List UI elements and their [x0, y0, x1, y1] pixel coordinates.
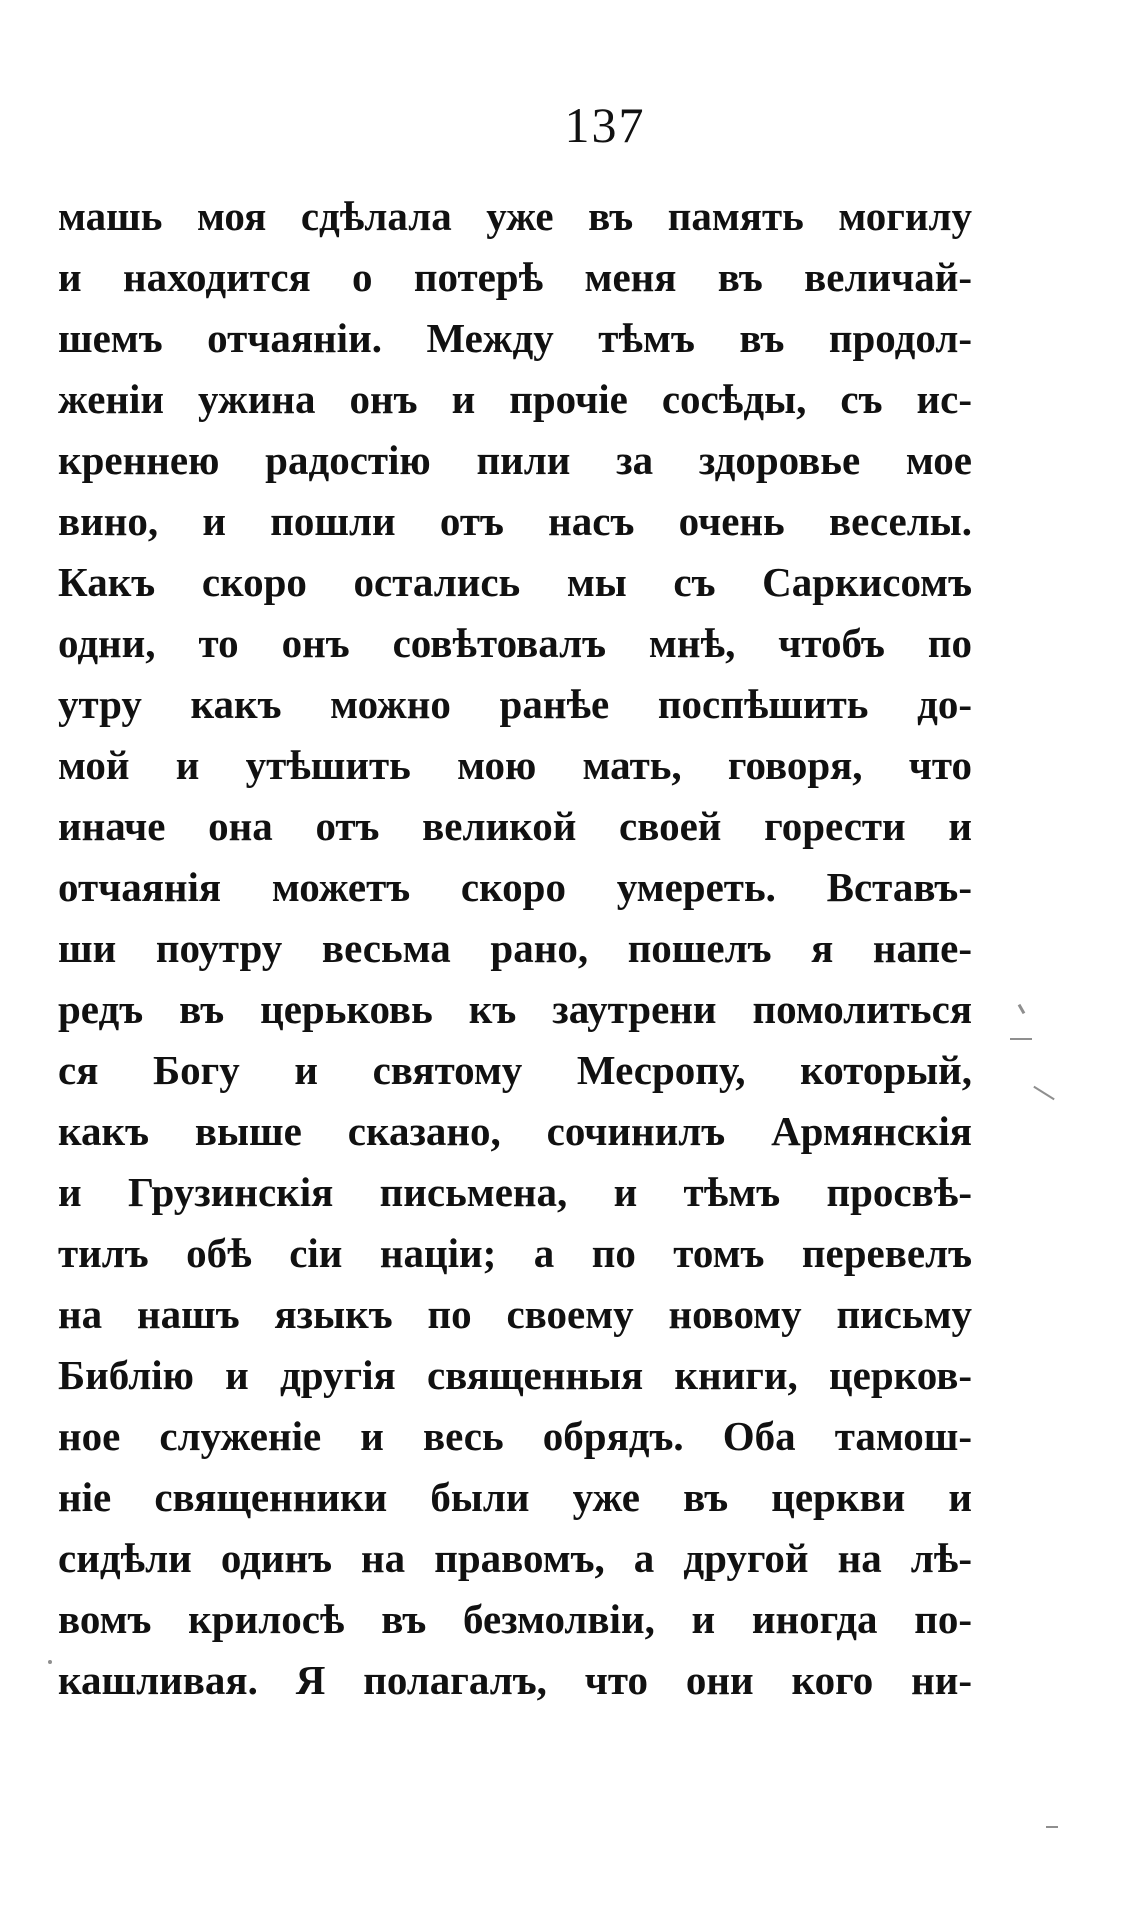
- text-line: вомъ крилосѣ въ безмолвіи, и иногда по-: [58, 1596, 972, 1642]
- text-line: мой и утѣшить мою мать, говоря, что: [58, 742, 972, 788]
- text-line: и Грузинскія письмена, и тѣмъ просвѣ-: [58, 1169, 972, 1215]
- text-line: какъ выше сказано, сочинилъ Армянскія: [58, 1108, 972, 1154]
- scan-mark: [1046, 1826, 1058, 1828]
- text-line: и находится о потерѣ меня въ величай-: [58, 254, 972, 300]
- text-line: вино, и пошли отъ насъ очень веселы.: [58, 498, 972, 544]
- page-number: 137: [564, 97, 646, 153]
- body-text: [58, 186, 972, 1711]
- text-line: одни, то онъ совѣтовалъ мнѣ, чтобъ по: [58, 620, 972, 666]
- text-line: на нашъ языкъ по своему новому письму: [58, 1291, 972, 1337]
- scan-mark: [1033, 1086, 1054, 1100]
- text-line: креннею радостію пили за здоровье мое: [58, 437, 972, 483]
- text-line: ши поутру весьма рано, пошелъ я напе-: [58, 925, 972, 971]
- text-line: ніе священники были уже въ церкви и: [58, 1474, 972, 1520]
- text-line: отчаянія можетъ скоро умереть. Вставъ-: [58, 864, 972, 910]
- scan-mark: [48, 1660, 52, 1664]
- scan-mark: [1018, 1004, 1026, 1014]
- text-line: иначе она отъ великой своей горести и: [58, 803, 972, 849]
- text-line: кашливая. Я полагалъ, что они кого ни-: [58, 1657, 972, 1703]
- text-line: сидѣли одинъ на правомъ, а другой на лѣ-: [58, 1535, 972, 1581]
- text-line: шемъ отчаяніи. Между тѣмъ въ продол-: [58, 315, 972, 361]
- text-line: машь моя сдѣлала уже въ память могилу: [58, 193, 972, 239]
- text-line: утру какъ можно ранѣе поспѣшить до-: [58, 681, 972, 727]
- text-line: тилъ обѣ сіи націи; а по томъ перевелъ: [58, 1230, 972, 1276]
- text-line: ное служеніе и весь обрядъ. Оба тамош-: [58, 1413, 972, 1459]
- text-line: Библію и другія священныя книги, церков-: [58, 1352, 972, 1398]
- text-line: женіи ужина онъ и прочіе сосѣды, съ ис-: [58, 376, 972, 422]
- text-line: Какъ скоро остались мы съ Саркисомъ: [58, 559, 972, 605]
- scan-mark: [1010, 1038, 1032, 1040]
- text-line: ся Богу и святому Месропу, который,: [58, 1047, 972, 1093]
- text-line: редъ въ церьковь къ заутрени помолиться: [58, 986, 972, 1032]
